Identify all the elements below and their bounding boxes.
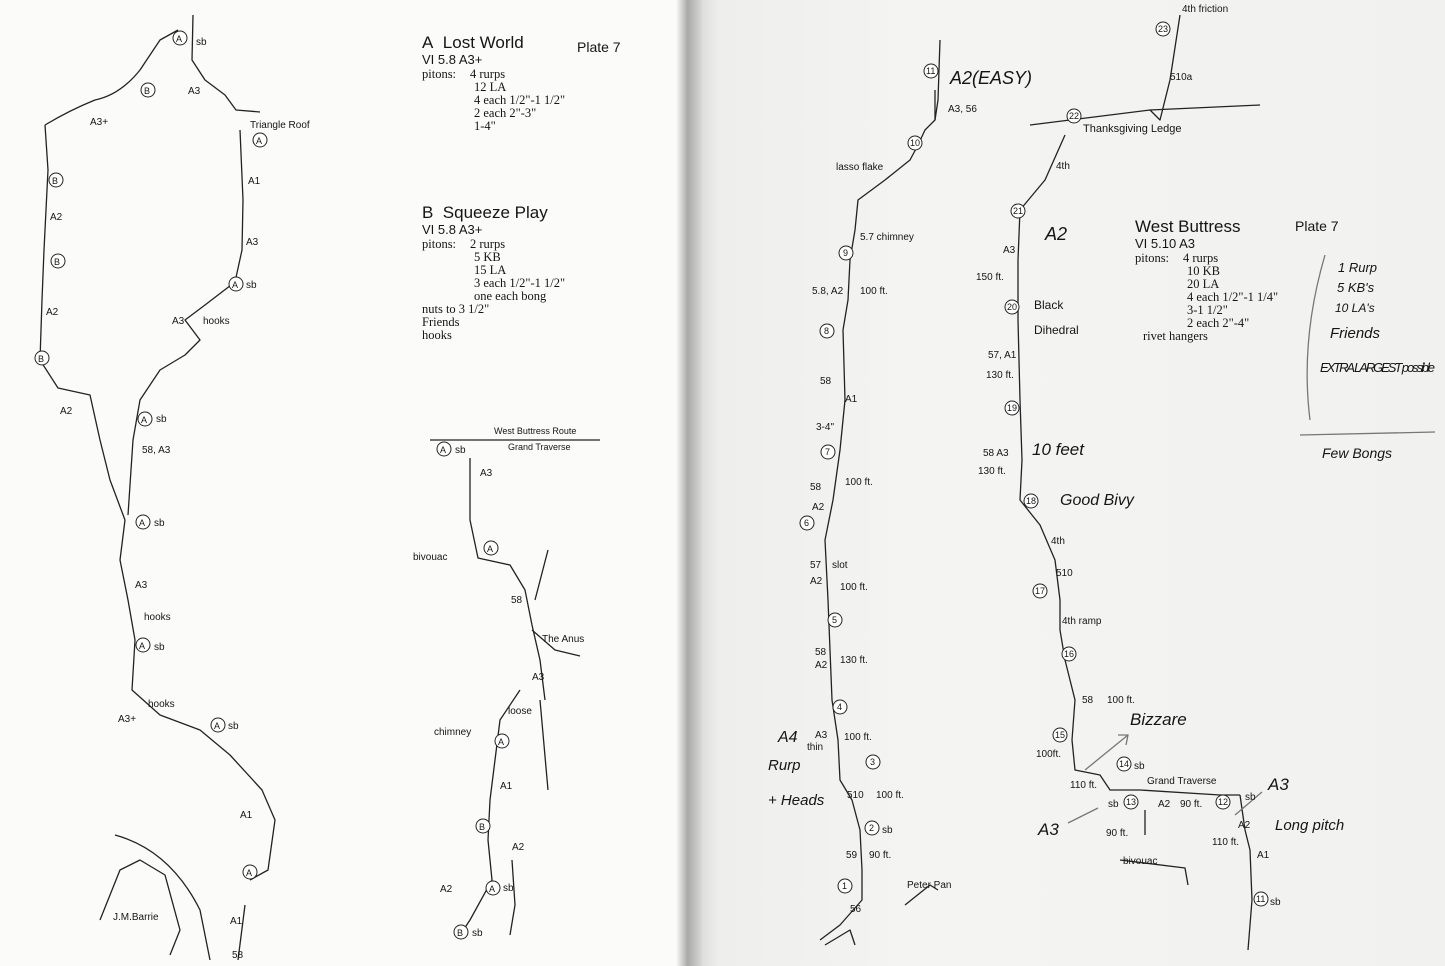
topo-label: 5.7 chimney: [860, 232, 914, 243]
route-b-piton: one each bong: [474, 289, 547, 303]
topo-label: A1: [500, 781, 513, 792]
pitch-number: 6: [804, 518, 810, 528]
handwritten-note: Bizzare: [1130, 710, 1187, 729]
topo-label: 100 ft.: [860, 286, 888, 297]
topo-label: J.M.Barrie: [113, 912, 159, 923]
pitch-number: 11: [1256, 894, 1266, 904]
route-line: [192, 15, 260, 112]
topo-label: 510: [847, 790, 864, 801]
route-b-info: B Squeeze Play VI 5.8 A3+ pitons: 2 rurps 5 KB 15 LA 3 each 1/2"-1 1/2" one each bong nuts to 3 1/2" Friends hooks: [422, 206, 662, 342]
topo-label: A3+: [90, 117, 109, 128]
topo-label: A3: [172, 316, 185, 327]
topo-label: sb: [455, 445, 466, 456]
topo-label: A2: [1158, 799, 1171, 810]
handwritten-note: 10 LA's: [1335, 301, 1375, 315]
handwritten-note: A2: [1045, 224, 1068, 244]
marker-letter: B: [479, 822, 486, 832]
handwritten-note: A3: [1268, 775, 1289, 794]
pitch-number: 17: [1035, 586, 1046, 596]
topo-label: 100 ft.: [845, 477, 873, 488]
handwritten-note: Few Bongs: [1322, 445, 1393, 461]
pitch-number: 1: [842, 881, 848, 891]
pitch-number: 7: [825, 447, 831, 457]
handwritten-note: Friends: [1330, 325, 1381, 342]
west-buttress-piton: 10 KB: [1187, 264, 1220, 278]
topo-label: 58 A3: [983, 448, 1009, 459]
topo-label: sb: [154, 518, 165, 529]
route-line: [540, 700, 548, 790]
west-buttress-piton: 4 rurps: [1183, 251, 1219, 265]
topo-label: 59: [846, 850, 858, 861]
handwritten-note: A3: [1038, 820, 1059, 839]
pitch-number: 14: [1119, 759, 1130, 769]
topo-label: 100 ft.: [840, 582, 868, 593]
topo-label: 100 ft.: [1107, 695, 1135, 706]
route-a-title: A Lost World: [422, 33, 524, 52]
topo-label: sb: [503, 883, 514, 894]
topo-label: A3: [246, 237, 259, 248]
topo-label: Triangle Roof: [250, 120, 310, 131]
handwritten-note: EXTRA LARGEST possible: [1320, 360, 1435, 375]
route-a-piton: 2 each 2"-3": [474, 106, 537, 120]
pencil-arrow: [1068, 808, 1098, 823]
route-b-grade: VI 5.8 A3+: [422, 222, 483, 237]
topo-label: sb: [1108, 799, 1119, 810]
topo-label: A3: [480, 468, 493, 479]
route-line: [120, 520, 275, 880]
route-b-piton: 2 rurps: [470, 237, 506, 251]
topo-label: A2: [46, 307, 59, 318]
west-buttress-piton: 3-1 1/2": [1187, 303, 1228, 317]
topo-label: bivouac: [1123, 856, 1158, 867]
marker-letter: B: [38, 354, 45, 364]
marker-letter: B: [144, 86, 151, 96]
handwritten-note: Long pitch: [1275, 817, 1345, 834]
topo-label: slot: [832, 560, 848, 571]
topo-label: sb: [196, 37, 207, 48]
topo-label: 4th: [1056, 161, 1070, 172]
handwritten-note: Good Bivy: [1060, 492, 1134, 509]
topo-label: A2: [512, 842, 525, 853]
topo-label: 150 ft.: [976, 272, 1004, 283]
topo-label: Thanksgiving Ledge: [1083, 123, 1182, 135]
handwritten-note: 1 Rurp: [1338, 260, 1378, 275]
route-b-gear: nuts to 3 1/2": [422, 302, 490, 316]
topo-label: thin: [807, 742, 824, 753]
topo-label: 56: [850, 904, 862, 915]
route-b-gear: hooks: [422, 328, 452, 342]
rock-outline: [115, 835, 210, 960]
handwritten-note: 5 KB's: [1337, 280, 1375, 295]
pencil-line: [1307, 255, 1325, 420]
pitch-number: 16: [1064, 649, 1075, 659]
pitch-number: 8: [824, 326, 830, 336]
topo-label: 510a: [1170, 72, 1193, 83]
topo-label: sb: [1270, 897, 1281, 908]
route-a-piton: 1-4": [474, 119, 496, 133]
marker-letter: A: [246, 868, 253, 878]
topo-label: 57: [810, 560, 822, 571]
pitch-number: 4: [837, 702, 843, 712]
topo-label: sb: [1245, 792, 1256, 803]
marker-letter: A: [232, 280, 239, 290]
mid-topo-markers: [437, 442, 509, 939]
topo-label: 5.8, A2: [812, 286, 844, 297]
topo-label: 100ft.: [1036, 749, 1062, 760]
topo-label: A2: [50, 212, 63, 223]
pitch-number: 3: [870, 757, 876, 767]
topo-label: A2: [810, 576, 823, 587]
marker-letter: A: [489, 884, 496, 894]
topo-label: 130 ft.: [978, 466, 1006, 477]
topo-label: A2: [440, 884, 453, 895]
topo-label: 57, A1: [988, 350, 1017, 361]
topo-label: 90 ft.: [869, 850, 892, 861]
handwritten-note: Rurp: [768, 757, 801, 774]
topo-label: A1: [230, 916, 243, 927]
route-line: [535, 550, 548, 600]
topo-label: Grand Traverse: [508, 442, 571, 452]
route-a-info: A Lost World Plate 7 VI 5.8 A3+ pitons: 4 rurps 12 LA 4 each 1/2"-1 1/2" 2 each 2"-3" 1-4": [422, 36, 662, 133]
topo-label: sb: [1134, 761, 1145, 772]
route-line: [470, 458, 545, 700]
marker-letter: A: [139, 518, 146, 528]
topo-label: loose: [508, 706, 532, 717]
topo-label: 58: [232, 950, 244, 961]
topo-label: 3-4": [816, 422, 835, 433]
handwritten-note: + Heads: [768, 792, 825, 809]
route-a-piton: 12 LA: [474, 80, 507, 94]
handwritten-note: A4: [778, 729, 798, 746]
marker-letter: B: [457, 928, 464, 938]
topo-label: hooks: [144, 612, 171, 623]
route-a-piton: 4 rurps: [470, 67, 506, 81]
handwritten-note: A2(EASY): [950, 68, 1033, 88]
topo-label: 100 ft.: [876, 790, 904, 801]
pitch-number: 13: [1126, 797, 1137, 807]
pitch-number: 9: [843, 248, 849, 258]
topo-label: sb: [156, 414, 167, 425]
topo-label: A2: [815, 660, 828, 671]
topo-label: 4th ramp: [1062, 616, 1102, 627]
pitch-number: 15: [1055, 730, 1066, 740]
topo-label: 130 ft.: [986, 370, 1014, 381]
topo-label: A2: [60, 406, 73, 417]
route-line: [1030, 105, 1260, 125]
marker-letter: A: [487, 544, 494, 554]
marker-letter: B: [54, 257, 61, 267]
topo-label: A3: [1003, 245, 1016, 256]
pitch-number: 11: [926, 66, 936, 76]
route-line: [820, 40, 940, 940]
marker-letter: A: [256, 136, 263, 146]
pitch-number: 21: [1013, 206, 1024, 216]
topo-label: 4th: [1051, 536, 1065, 547]
route-line: [1240, 795, 1252, 950]
topo-label: 58: [511, 595, 523, 606]
pitch-number: 5: [832, 615, 838, 625]
marker-letter: A: [440, 445, 447, 455]
rock-outline: [100, 860, 180, 955]
west-buttress-piton: 2 each 2"-4": [1187, 316, 1250, 330]
west-buttress-plate: Plate 7: [1295, 218, 1339, 234]
route-a-plate: Plate 7: [577, 39, 621, 55]
right-topo-right-pitches: [1005, 22, 1268, 906]
pitch-number: 19: [1007, 403, 1018, 413]
west-buttress-title: West Buttress: [1135, 217, 1241, 236]
route-a-piton: 4 each 1/2"-1 1/2": [474, 93, 566, 107]
topo-label: sb: [246, 280, 257, 291]
west-buttress-grade: VI 5.10 A3: [1135, 236, 1195, 251]
route-b-piton: 5 KB: [474, 250, 501, 264]
topo-label: 130 ft.: [840, 655, 868, 666]
topo-label: The Anus: [542, 634, 585, 645]
topo-label: Grand Traverse: [1147, 776, 1217, 787]
route-b-piton: 15 LA: [474, 263, 507, 277]
topo-label: sb: [228, 721, 239, 732]
topo-label: 58: [1082, 695, 1094, 706]
topo-label: A3: [188, 86, 201, 97]
topo-label: A3: [532, 672, 545, 683]
topo-label: sb: [154, 642, 165, 653]
topo-label: 110 ft.: [1070, 780, 1098, 791]
topo-label: A2: [1238, 820, 1251, 831]
pitch-number: 18: [1026, 496, 1037, 506]
topo-label: 58: [815, 647, 827, 658]
pitch-number: 10: [910, 138, 921, 148]
topo-label: sb: [882, 825, 893, 836]
route-b-gear: Friends: [422, 315, 460, 329]
marker-letter: A: [141, 415, 148, 425]
marker-letter: A: [139, 641, 146, 651]
topo-label: 510: [1056, 568, 1073, 579]
topo-label: 110 ft.: [1212, 837, 1240, 848]
topo-label: A1: [240, 810, 253, 821]
marker-letter: A: [176, 34, 183, 44]
topo-label: A3, 56: [948, 104, 977, 115]
handwritten-note: 10 feet: [1032, 440, 1084, 459]
topo-label: chimney: [434, 727, 472, 738]
pitch-number: 22: [1069, 111, 1080, 121]
topo-label: 58: [810, 482, 822, 493]
route-a-grade: VI 5.8 A3+: [422, 52, 483, 67]
topo-label: A3: [135, 580, 148, 591]
topo-label: A1: [845, 394, 858, 405]
pitch-number: 20: [1007, 302, 1018, 312]
topo-label: 58, A3: [142, 445, 171, 456]
topo-label: 90 ft.: [1180, 799, 1203, 810]
route-line: [45, 30, 178, 125]
topo-label: bivouac: [413, 552, 448, 563]
topo-label: 58: [820, 376, 832, 387]
pitch-number: 2: [869, 823, 875, 833]
route-line: [510, 860, 515, 935]
pitch-number: 23: [1158, 24, 1169, 34]
marker-letter: B: [52, 176, 59, 186]
topo-label: West Buttress Route: [494, 426, 577, 436]
topo-label: Peter Pan: [907, 880, 952, 891]
west-buttress-gear: rivet hangers: [1143, 329, 1208, 343]
topo-label: A3+: [118, 714, 137, 725]
topo-label: A3: [815, 730, 828, 741]
topo-label: sb: [472, 928, 483, 939]
topo-label: Dihedral: [1034, 323, 1079, 337]
topo-label: hooks: [203, 316, 230, 327]
west-buttress-info: West Buttress Plate 7 VI 5.10 A3 pitons: 4 rurps 10 KB 20 LA 4 each 1/2"-1 1/4" 3-1 1/2" 2 each 2"-4" rivet hangers: [1135, 220, 1375, 343]
pencil-line: [1300, 432, 1435, 435]
pitch-number: 12: [1218, 797, 1229, 807]
topo-label: 4th friction: [1182, 4, 1229, 15]
topo-label: lasso flake: [836, 162, 884, 173]
topo-label: A2: [812, 502, 825, 513]
topo-label: 100 ft.: [844, 732, 872, 743]
west-buttress-piton: 20 LA: [1187, 277, 1220, 291]
topo-label: 90 ft.: [1106, 828, 1129, 839]
route-b-piton: 3 each 1/2"-1 1/2": [474, 276, 566, 290]
topo-label: hooks: [148, 699, 175, 710]
marker-letter: A: [498, 737, 505, 747]
west-buttress-piton: 4 each 1/2"-1 1/4": [1187, 290, 1279, 304]
topo-label: Black: [1034, 298, 1064, 312]
route-b-title: B Squeeze Play: [422, 203, 548, 222]
marker-letter: A: [214, 721, 221, 731]
topo-label: A1: [248, 176, 261, 187]
topo-label: A1: [1257, 850, 1270, 861]
